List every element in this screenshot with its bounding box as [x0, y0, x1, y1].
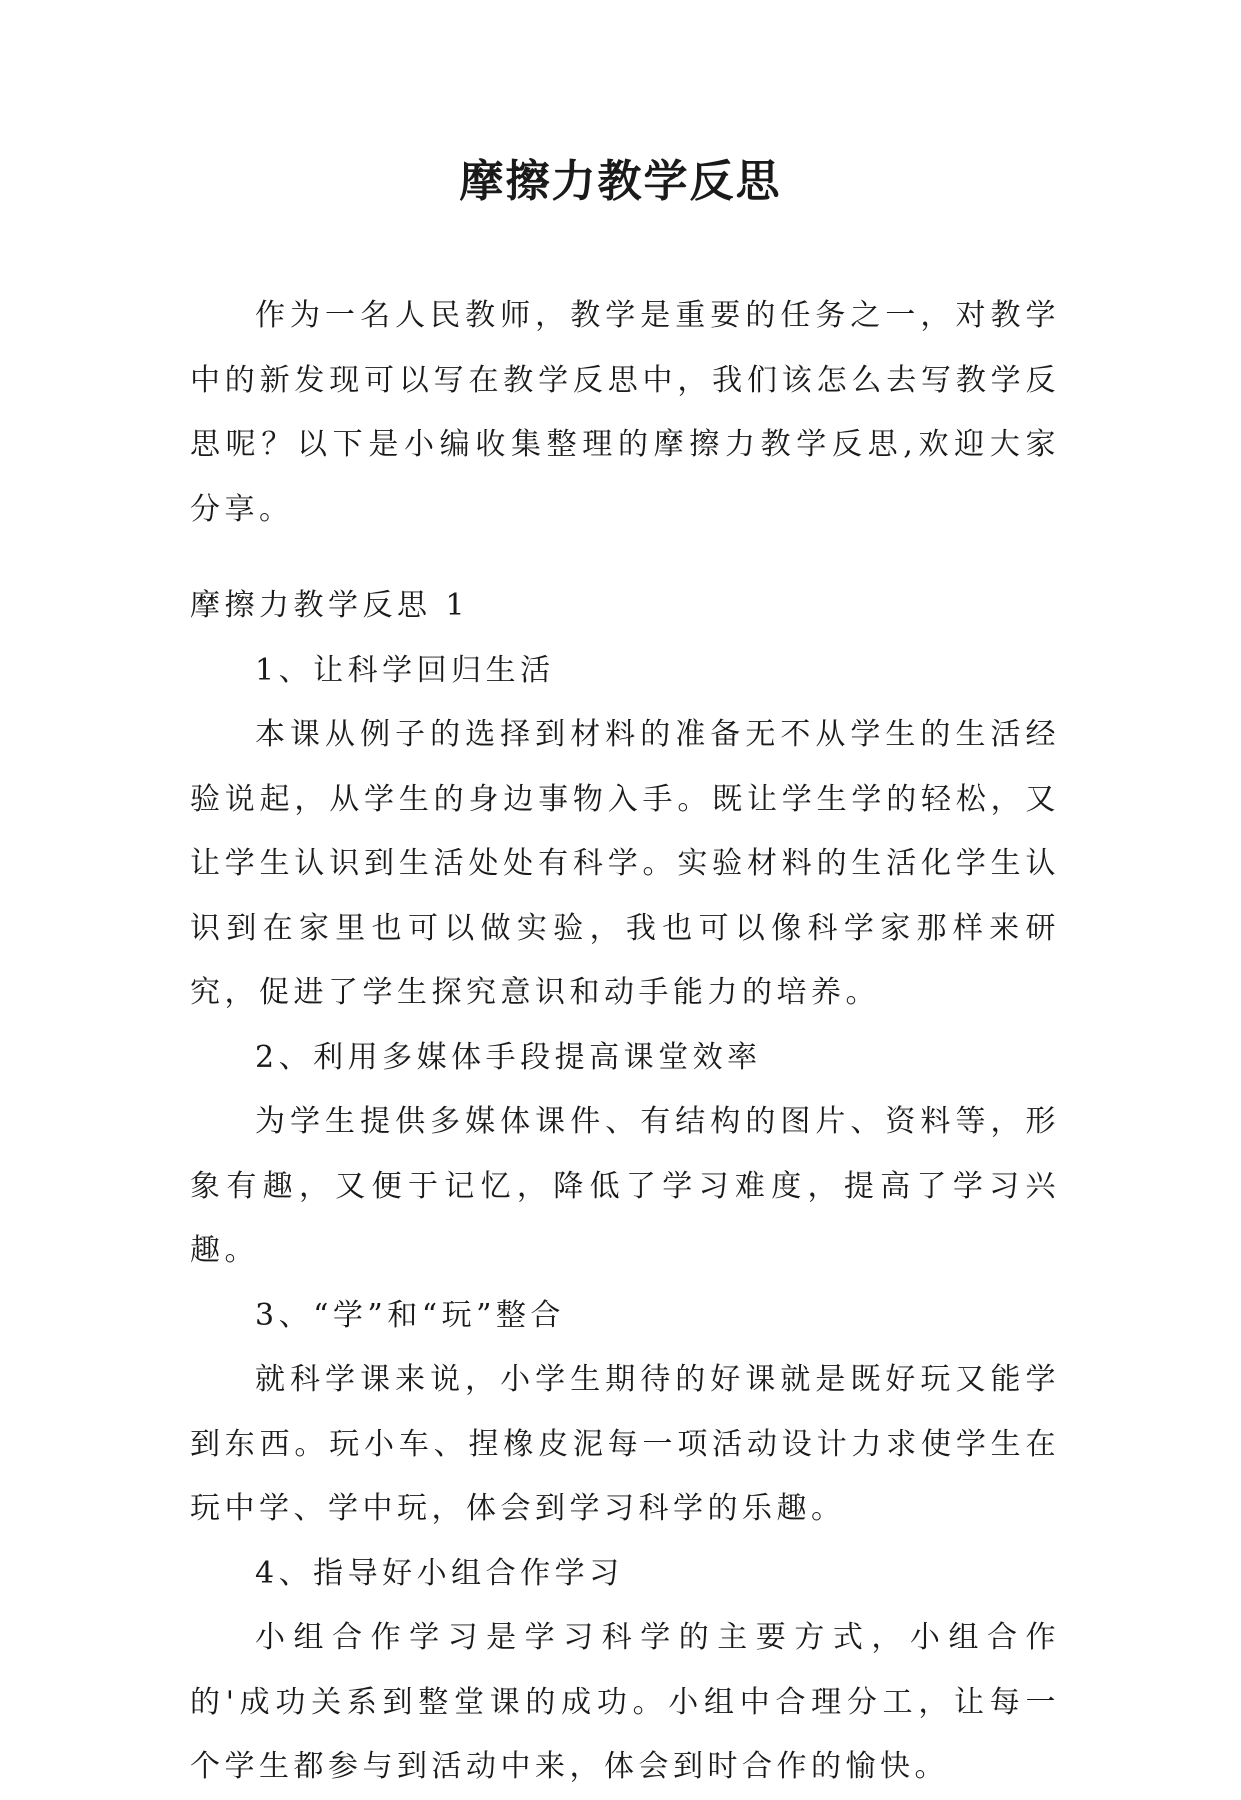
item-heading: 2、利用多媒体手段提高课堂效率 — [255, 1039, 762, 1075]
item-body: 为学生提供多媒体课件、有结构的图片、资料等，形象有趣，又便于记忆，降低了学习难度，提高了学习兴趣。 — [190, 1104, 1060, 1268]
item-heading: 3、“学”和“玩”整合 — [255, 1297, 565, 1333]
item-body: 就科学课来说，小学生期待的好课就是既好玩又能学到东西。玩小车、捏橡皮泥每一项活动设计力求使学生在玩中学、学中玩，体会到学习科学的乐趣。 — [190, 1362, 1060, 1526]
item-heading: 4、指导好小组合作学习 — [255, 1555, 624, 1591]
item-body: 本课从例子的选择到材料的准备无不从学生的生活经验说起，从学生的身边事物入手。既让学生学的轻松，又让学生认识到生活处处有科学。实验材料的生活化学生认识到在家里也可以做实验，我也可以像科学家那样来研究，促进了学生探究意识和动手能力的培养。 — [190, 717, 1060, 1010]
item-body: 小组合作学习是学习科学的主要方式，小组合作的'成功关系到整堂课的成功。小组中合理分工，让每一个学生都参与到活动中来，体会到时合作的愉快。 — [190, 1620, 1060, 1784]
item-heading: 1、让科学回归生活 — [255, 652, 555, 688]
document-body — [190, 284, 1060, 1800]
intro-paragraph: 作为一名人民教师，教学是重要的任务之一，对教学中的新发现可以写在教学反思中，我们该怎么去写教学反思呢？以下是小编收集整理的摩擦力教学反思,欢迎大家分享。 — [190, 298, 1060, 527]
page-title: 摩擦力教学反思 — [459, 156, 782, 207]
section-title: 摩擦力教学反思 1 — [190, 588, 470, 623]
